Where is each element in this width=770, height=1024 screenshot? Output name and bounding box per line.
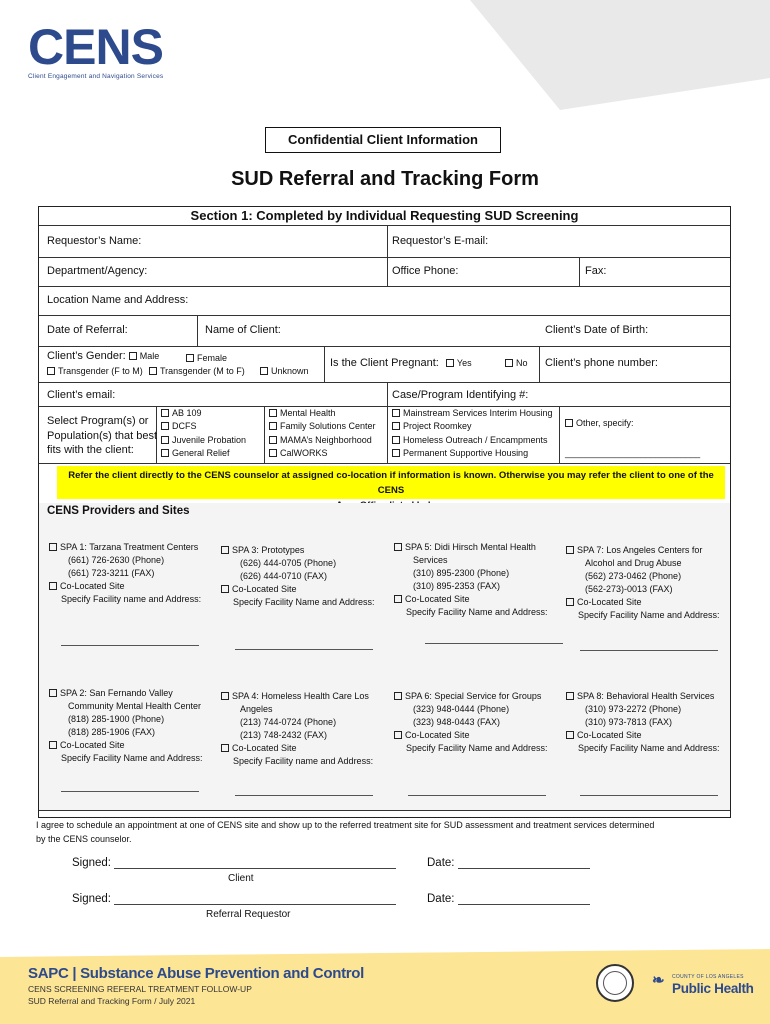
client-dob-field[interactable]: Client’s Date of Birth: bbox=[545, 324, 649, 336]
section1-title: Section 1: Completed by Individual Requesting SUD Screening bbox=[190, 208, 579, 223]
program-checkbox[interactable] bbox=[161, 409, 169, 417]
public-health-county: COUNTY OF LOS ANGELES bbox=[672, 974, 744, 980]
col-divider bbox=[559, 406, 560, 463]
signature-line[interactable] bbox=[114, 857, 396, 869]
date-label: Date: bbox=[427, 893, 455, 905]
gender-unknown-checkbox[interactable] bbox=[260, 367, 268, 375]
confidential-label: Confidential Client Information bbox=[265, 127, 501, 153]
site-colocated-option[interactable] bbox=[49, 739, 203, 752]
program-option[interactable] bbox=[269, 420, 376, 433]
requestor-name-field[interactable]: Requestor’s Name: bbox=[47, 235, 142, 247]
site-title: SPA 7: Los Angeles Centers for bbox=[577, 545, 703, 555]
program-option-label: AB 109 bbox=[172, 408, 202, 418]
case-program-field[interactable]: Case/Program Identifying #: bbox=[392, 389, 529, 401]
site-fax: (213) 748-2432 (FAX) bbox=[240, 730, 328, 740]
gender-group bbox=[47, 350, 159, 363]
program-label-line: fits with the client: bbox=[47, 444, 134, 456]
program-checkbox[interactable] bbox=[392, 436, 400, 444]
site-colocated-checkbox[interactable] bbox=[49, 741, 57, 749]
program-checkbox[interactable] bbox=[161, 436, 169, 444]
site-spa4 bbox=[221, 690, 373, 768]
site-checkbox[interactable] bbox=[221, 546, 229, 554]
col-divider bbox=[264, 406, 265, 463]
site-title: SPA 4: Homeless Health Care Los bbox=[232, 691, 369, 701]
site-colocated-option[interactable] bbox=[566, 596, 720, 609]
site-address-blank[interactable] bbox=[61, 645, 199, 646]
row-divider bbox=[39, 382, 730, 383]
site-spa5 bbox=[394, 541, 548, 619]
site-checkbox[interactable] bbox=[49, 543, 57, 551]
site-title: SPA 6: Special Service for Groups bbox=[405, 691, 542, 701]
site-colocated-option[interactable] bbox=[566, 729, 720, 742]
program-label-line: Population(s) that best bbox=[47, 429, 158, 442]
site-option[interactable] bbox=[566, 690, 720, 703]
header-band bbox=[0, 0, 770, 110]
site-specify-label: Specify Facility name and Address: bbox=[61, 594, 202, 604]
site-colocated-option[interactable] bbox=[49, 580, 201, 593]
client-name-field[interactable]: Name of Client: bbox=[205, 324, 281, 336]
site-phone: (310) 895-2300 (Phone) bbox=[413, 568, 510, 578]
site-fax: (323) 948-0443 (FAX) bbox=[413, 717, 501, 727]
row-divider bbox=[39, 810, 730, 811]
site-spa8 bbox=[566, 690, 720, 755]
site-checkbox[interactable] bbox=[221, 692, 229, 700]
site-phone: (213) 744-0724 (Phone) bbox=[240, 717, 337, 727]
program-option[interactable] bbox=[161, 420, 246, 433]
site-colocated-option[interactable] bbox=[394, 593, 548, 606]
program-checkbox[interactable] bbox=[161, 422, 169, 430]
gender-female-option bbox=[186, 352, 227, 365]
site-colocated-checkbox[interactable] bbox=[566, 731, 574, 739]
site-colocated-label: Co-Located Site bbox=[405, 594, 470, 604]
site-checkbox[interactable] bbox=[394, 692, 402, 700]
site-spa3 bbox=[221, 544, 375, 609]
date-label: Date: bbox=[427, 857, 455, 869]
logo-tagline: Client Engagement and Navigation Services bbox=[28, 73, 164, 80]
site-address-blank[interactable] bbox=[580, 795, 718, 796]
public-health-icon: ❧ bbox=[652, 972, 665, 989]
site-spa2 bbox=[49, 687, 203, 765]
col-divider bbox=[539, 346, 540, 382]
site-phone: (562) 273-0462 (Phone) bbox=[585, 571, 682, 581]
agreement-text: I agree to schedule an appointment at one of CENS site and show up to the referred treatment site for SUD assessment and treatment services determined by the CENS counselor. bbox=[36, 820, 655, 844]
site-address-blank[interactable] bbox=[61, 791, 199, 792]
program-other-option[interactable] bbox=[565, 417, 634, 430]
site-colocated-checkbox[interactable] bbox=[394, 595, 402, 603]
site-address-blank[interactable] bbox=[425, 643, 563, 644]
site-specify-label: Specify Facility Name and Address: bbox=[578, 610, 720, 620]
site-colocated-option[interactable] bbox=[221, 583, 375, 596]
notice-banner bbox=[57, 466, 725, 499]
site-title-cont: Community Mental Health Center bbox=[68, 701, 202, 711]
col-divider bbox=[579, 257, 580, 286]
site-checkbox[interactable] bbox=[394, 543, 402, 551]
pregnant-no-checkbox[interactable] bbox=[505, 359, 513, 367]
programs-col2 bbox=[269, 407, 376, 460]
site-fax: (661) 723-3211 (FAX) bbox=[68, 568, 155, 578]
site-colocated-label: Co-Located Site bbox=[232, 743, 297, 753]
cens-logo bbox=[28, 19, 164, 80]
site-address-blank[interactable] bbox=[408, 795, 546, 796]
site-colocated-checkbox[interactable] bbox=[49, 582, 57, 590]
program-other-checkbox[interactable] bbox=[565, 419, 573, 427]
fax-field[interactable]: Fax: bbox=[585, 265, 607, 277]
program-option[interactable] bbox=[269, 434, 376, 447]
site-colocated-option[interactable] bbox=[221, 742, 373, 755]
gender-unknown-option bbox=[260, 365, 309, 378]
site-title-cont: Alcohol and Drug Abuse bbox=[585, 558, 682, 568]
requestor-date-field[interactable] bbox=[427, 893, 590, 905]
site-option[interactable] bbox=[566, 544, 720, 557]
site-title-cont: Angeles bbox=[240, 704, 273, 714]
program-option[interactable] bbox=[392, 407, 553, 420]
site-phone: (323) 948-0444 (Phone) bbox=[413, 704, 510, 714]
site-specify-label: Specify Facility Name and Address: bbox=[578, 743, 720, 753]
site-fax: (818) 285-1906 (FAX) bbox=[68, 727, 156, 737]
program-option-label: Mainstream Services Interim Housing bbox=[403, 408, 553, 418]
program-option-label: Homeless Outreach / Encampments bbox=[403, 434, 548, 445]
client-email-field[interactable]: Client’s email: bbox=[47, 389, 116, 401]
site-spa1 bbox=[49, 541, 201, 606]
site-option[interactable] bbox=[49, 541, 201, 554]
program-other-blank[interactable]: ___________________________ bbox=[565, 448, 701, 458]
program-checkbox[interactable] bbox=[269, 422, 277, 430]
program-label-line: Select Program(s) or bbox=[47, 415, 149, 427]
pregnant-yes-checkbox[interactable] bbox=[446, 359, 454, 367]
gender-unknown-label: Unknown bbox=[271, 366, 309, 376]
site-option[interactable] bbox=[221, 690, 373, 703]
row-divider bbox=[39, 346, 730, 347]
site-title: SPA 1: Tarzana Treatment Centers bbox=[60, 542, 199, 552]
form-frame bbox=[38, 206, 731, 818]
date-referral-field[interactable]: Date of Referral: bbox=[47, 324, 128, 336]
program-option[interactable] bbox=[392, 447, 553, 460]
pregnant-no-label: No bbox=[516, 358, 528, 368]
program-option[interactable] bbox=[392, 434, 553, 447]
row-divider bbox=[39, 257, 730, 258]
col-divider bbox=[324, 346, 325, 382]
requestor-signature-field[interactable] bbox=[72, 893, 396, 905]
gender-tmtf-checkbox[interactable] bbox=[149, 367, 157, 375]
location-field[interactable]: Location Name and Address: bbox=[47, 294, 189, 306]
row-divider bbox=[39, 463, 730, 464]
site-specify-label: Specify Facility Name and Address: bbox=[406, 743, 548, 753]
sapc-logo: SAPC | Substance Abuse Prevention and Control bbox=[28, 965, 365, 982]
pregnant-no-option bbox=[505, 357, 528, 370]
site-title: SPA 2: San Fernando Valley bbox=[60, 688, 173, 698]
office-phone-field[interactable]: Office Phone: bbox=[392, 265, 459, 277]
form-title: SUD Referral and Tracking Form bbox=[231, 168, 539, 190]
site-specify-label: Specify Facility name and Address: bbox=[233, 756, 374, 766]
site-colocated-label: Co-Located Site bbox=[60, 581, 125, 591]
programs-col1 bbox=[161, 407, 246, 460]
program-checkbox[interactable] bbox=[392, 449, 400, 457]
notice-line: Refer the client directly to the CENS counselor at assigned co-location if information is known. Otherwise you may refer the client to one of the CENS bbox=[68, 470, 714, 496]
gender-tftm-label: Transgender (F to M) bbox=[58, 366, 143, 376]
program-option[interactable] bbox=[161, 447, 246, 460]
client-signature-field[interactable] bbox=[72, 857, 396, 869]
pregnant-group bbox=[330, 357, 472, 370]
site-colocated-checkbox[interactable] bbox=[221, 744, 229, 752]
site-option[interactable] bbox=[49, 687, 203, 700]
signed-label: Signed: bbox=[72, 893, 112, 905]
site-colocated-checkbox[interactable] bbox=[394, 731, 402, 739]
site-phone: (310) 973-2272 (Phone) bbox=[585, 704, 682, 714]
site-colocated-checkbox[interactable] bbox=[566, 598, 574, 606]
county-seal-icon bbox=[596, 964, 634, 1002]
row-divider bbox=[39, 286, 730, 287]
program-checkbox[interactable] bbox=[161, 449, 169, 457]
site-spa7 bbox=[566, 544, 720, 622]
footer-line: SUD Referral and Tracking Form / July 2021 bbox=[28, 996, 196, 1006]
pregnant-label: Is the Client Pregnant: bbox=[330, 357, 439, 369]
site-fax: (310) 895-2353 (FAX) bbox=[413, 581, 501, 591]
site-specify-label: Specify Facility Name and Address: bbox=[406, 607, 548, 617]
site-phone: (818) 285-1900 (Phone) bbox=[68, 714, 165, 724]
logo-word: CENS bbox=[28, 19, 163, 75]
col-divider bbox=[387, 225, 388, 286]
site-colocated-option[interactable] bbox=[394, 729, 548, 742]
site-specify-label: Specify Facility Name and Address: bbox=[61, 753, 203, 763]
signature-line[interactable] bbox=[114, 893, 396, 905]
program-option[interactable] bbox=[269, 407, 376, 420]
col-divider bbox=[197, 315, 198, 346]
site-checkbox[interactable] bbox=[566, 546, 574, 554]
site-colocated-label: Co-Located Site bbox=[577, 597, 642, 607]
gender-tftm-option bbox=[47, 365, 143, 378]
site-fax: (562-273)-0013 (FAX) bbox=[585, 584, 673, 594]
program-option-label: MAMA’s Neighborhood bbox=[280, 434, 372, 445]
site-spa6 bbox=[394, 690, 548, 755]
program-option-label: CalWORKS bbox=[280, 447, 328, 458]
row-divider bbox=[39, 225, 730, 226]
requestor-caption: Referral Requestor bbox=[206, 909, 291, 920]
site-checkbox[interactable] bbox=[49, 689, 57, 697]
gender-male-label: Male bbox=[139, 351, 160, 361]
site-option[interactable] bbox=[394, 541, 548, 554]
site-option[interactable] bbox=[394, 690, 548, 703]
footer-line: CENS SCREENING REFERAL TREATMENT FOLLOW-UP bbox=[28, 984, 252, 994]
row-divider bbox=[39, 315, 730, 316]
program-option-label: Project Roomkey bbox=[403, 421, 472, 432]
site-fax: (626) 444-0710 (FAX) bbox=[240, 571, 328, 581]
program-checkbox[interactable] bbox=[269, 449, 277, 457]
site-fax: (310) 973-7813 (FAX) bbox=[585, 717, 673, 727]
department-field[interactable]: Department/Agency: bbox=[47, 265, 148, 277]
col-divider bbox=[387, 406, 388, 463]
program-option-label: Juvenile Probation bbox=[172, 434, 247, 445]
site-title: SPA 5: Didi Hirsch Mental Health bbox=[405, 542, 536, 552]
site-title-cont: Services bbox=[413, 555, 448, 565]
client-date-field[interactable] bbox=[427, 857, 590, 869]
site-address-blank[interactable] bbox=[235, 795, 373, 796]
program-checkbox[interactable] bbox=[269, 409, 277, 417]
program-select-label bbox=[47, 414, 157, 458]
site-address-blank[interactable] bbox=[235, 649, 373, 650]
site-title: SPA 8: Behavioral Health Services bbox=[577, 691, 715, 701]
gender-male-checkbox[interactable] bbox=[129, 352, 137, 360]
client-phone-field[interactable]: Client’s phone number: bbox=[545, 357, 658, 369]
program-option-label: Permanent Supportive Housing bbox=[403, 447, 529, 458]
client-caption: Client bbox=[228, 873, 254, 884]
requestor-email-field[interactable]: Requestor’s E-mail: bbox=[392, 235, 489, 247]
programs-col3 bbox=[392, 407, 553, 460]
program-option-label: Family Solutions Center bbox=[280, 421, 376, 432]
site-colocated-label: Co-Located Site bbox=[405, 730, 470, 740]
site-option[interactable] bbox=[221, 544, 375, 557]
footer bbox=[0, 943, 770, 1024]
site-colocated-label: Co-Located Site bbox=[232, 584, 297, 594]
program-option[interactable] bbox=[392, 420, 553, 433]
program-option-label: Mental Health bbox=[280, 408, 336, 418]
site-colocated-label: Co-Located Site bbox=[577, 730, 642, 740]
site-phone: (626) 444-0705 (Phone) bbox=[240, 558, 337, 568]
gender-label: Client’s Gender: bbox=[47, 350, 126, 362]
gender-tmtf-option bbox=[149, 365, 245, 378]
site-colocated-label: Co-Located Site bbox=[60, 740, 125, 750]
gender-female-label: Female bbox=[197, 353, 228, 363]
signed-label: Signed: bbox=[72, 857, 112, 869]
site-specify-label: Specify Facility Name and Address: bbox=[233, 597, 375, 607]
program-option-label: General Relief bbox=[172, 447, 230, 458]
program-other-label: Other, specify: bbox=[576, 418, 634, 428]
providers-title: CENS Providers and Sites bbox=[47, 505, 190, 517]
program-option[interactable] bbox=[161, 434, 246, 447]
program-checkbox[interactable] bbox=[269, 436, 277, 444]
date-line[interactable] bbox=[458, 893, 590, 905]
col-divider bbox=[387, 382, 388, 406]
program-checkbox[interactable] bbox=[392, 422, 400, 430]
program-option-label: DCFS bbox=[172, 421, 197, 432]
program-option[interactable] bbox=[269, 447, 376, 460]
program-checkbox[interactable] bbox=[392, 409, 400, 417]
site-colocated-checkbox[interactable] bbox=[221, 585, 229, 593]
gender-tmtf-label: Transgender (M to F) bbox=[160, 366, 245, 376]
gender-female-checkbox[interactable] bbox=[186, 354, 194, 362]
site-address-blank[interactable] bbox=[580, 650, 718, 651]
site-checkbox[interactable] bbox=[566, 692, 574, 700]
row-divider bbox=[39, 406, 730, 407]
site-title: SPA 3: Prototypes bbox=[232, 545, 305, 555]
gender-tftm-checkbox[interactable] bbox=[47, 367, 55, 375]
site-phone: (661) 726-2630 (Phone) bbox=[68, 555, 165, 565]
pregnant-yes-label: Yes bbox=[456, 358, 472, 368]
date-line[interactable] bbox=[458, 857, 590, 869]
program-option[interactable] bbox=[161, 407, 246, 420]
public-health-name: Public Health bbox=[672, 981, 754, 996]
seal-inner bbox=[603, 971, 627, 995]
